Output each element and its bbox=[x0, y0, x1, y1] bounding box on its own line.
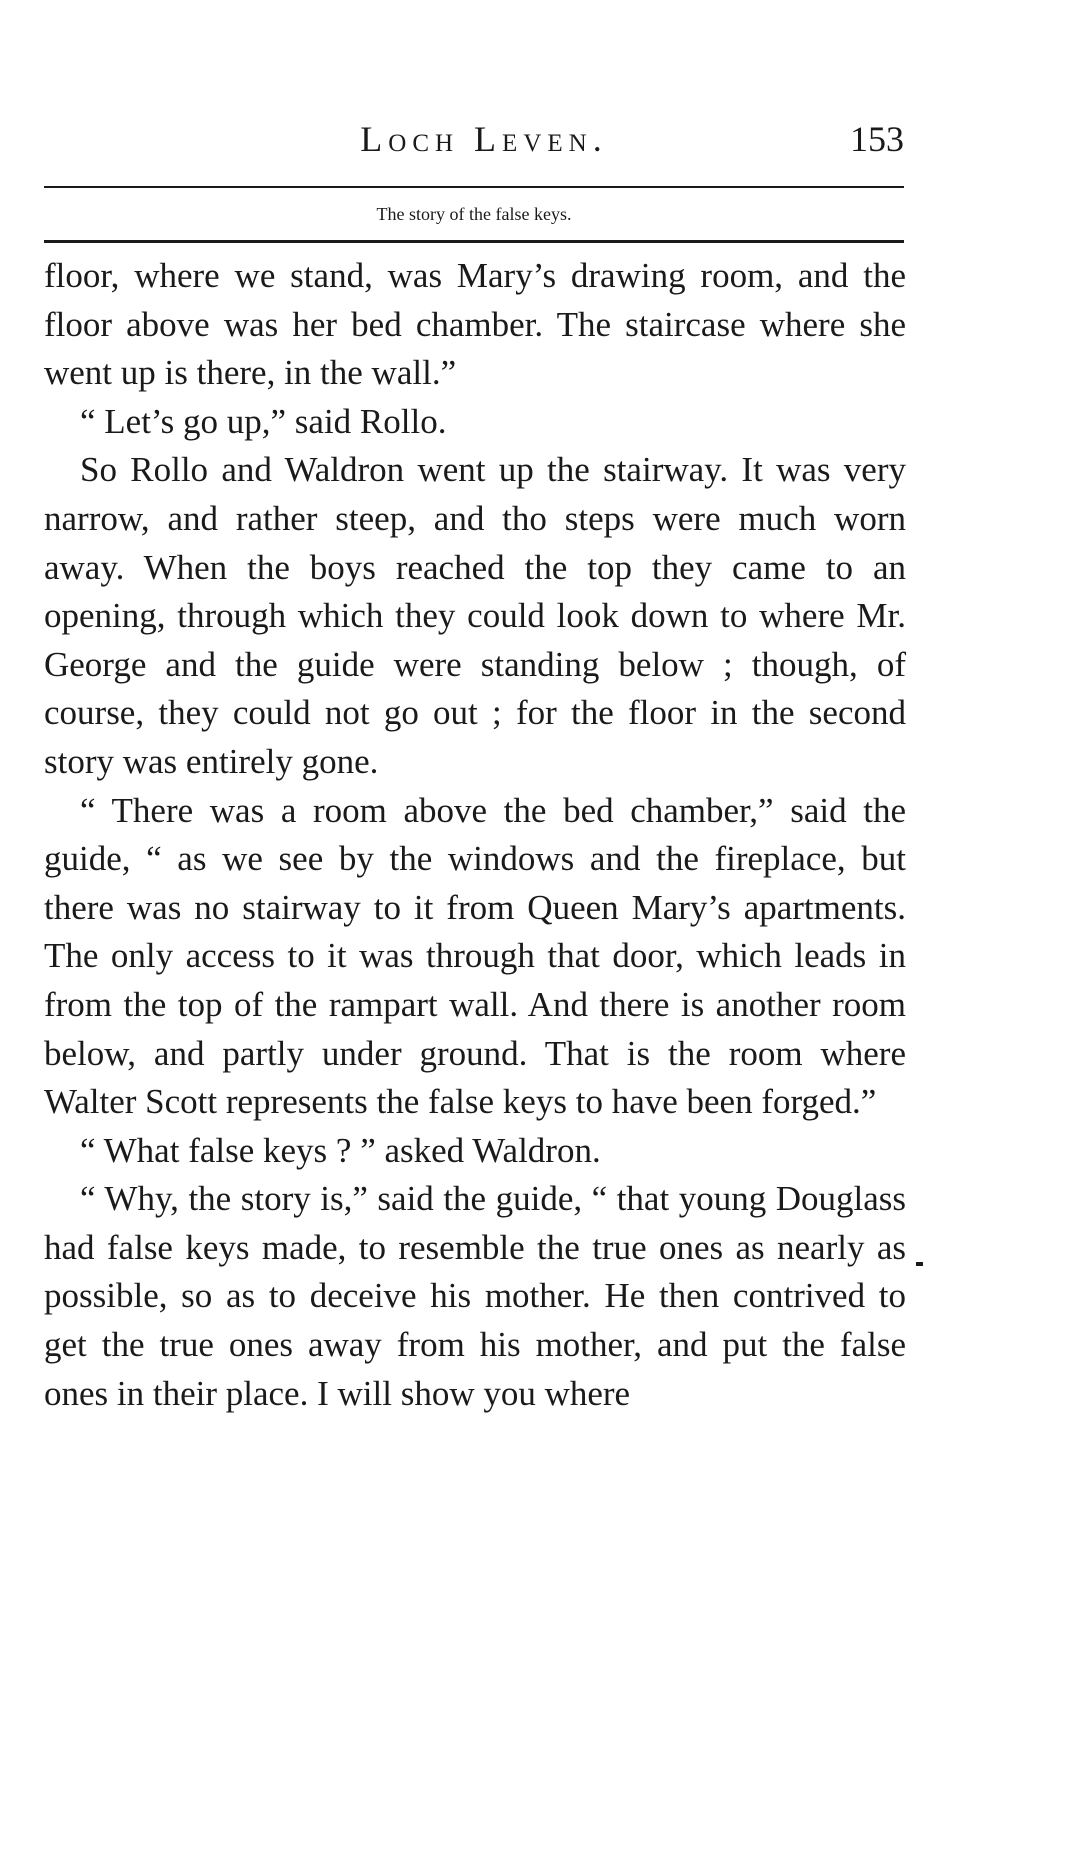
paragraph: “ There was a room above the bed chamber,” said the guide, “ as we see by the windows and the fireplace, but there was no stairway to it from Queen Mary’s apartments. The only access to it was through that door, which leads in from the top of the rampart wall. And there is another room below, and partly under ground. That is the room where Walter Scott represents the false keys to have been forged.” bbox=[44, 790, 906, 1122]
header-rule-bottom bbox=[44, 240, 904, 243]
body-text bbox=[44, 252, 906, 1418]
paragraph: “ Why, the story is,” said the guide, “ that young Douglass had false keys made, to resemble the true ones as nearly as possible, so as to deceive his mother. He then contrived to get the true ones away from his mother, and put the false ones in their place. I will show you where bbox=[44, 1179, 906, 1413]
running-head bbox=[44, 118, 904, 168]
header-rule-top bbox=[44, 186, 904, 188]
paragraph: So Rollo and Waldron went up the stairway. It was very narrow, and rather steep, and tho steps were much worn away. When the boys reached the top they came to an opening, through which they could look down to where Mr. George and the guide were standing below ; though, of course, they could not go out ; for the floor in the second story was entirely gone. bbox=[44, 450, 906, 781]
paragraph: floor, where we stand, was Mary’s drawing room, and the floor above was her bed chamber. The staircase where she went up is there, in the wall.” bbox=[44, 256, 906, 393]
section-subtitle: The story of the false keys. bbox=[376, 204, 572, 224]
paragraph: “ What false keys ? ” asked Waldron. bbox=[80, 1130, 601, 1170]
running-title: Loch Leven. bbox=[360, 119, 608, 159]
margin-mark bbox=[916, 1262, 923, 1266]
page-number: 153 bbox=[850, 119, 904, 159]
paragraph: “ Let’s go up,” said Rollo. bbox=[80, 401, 447, 441]
